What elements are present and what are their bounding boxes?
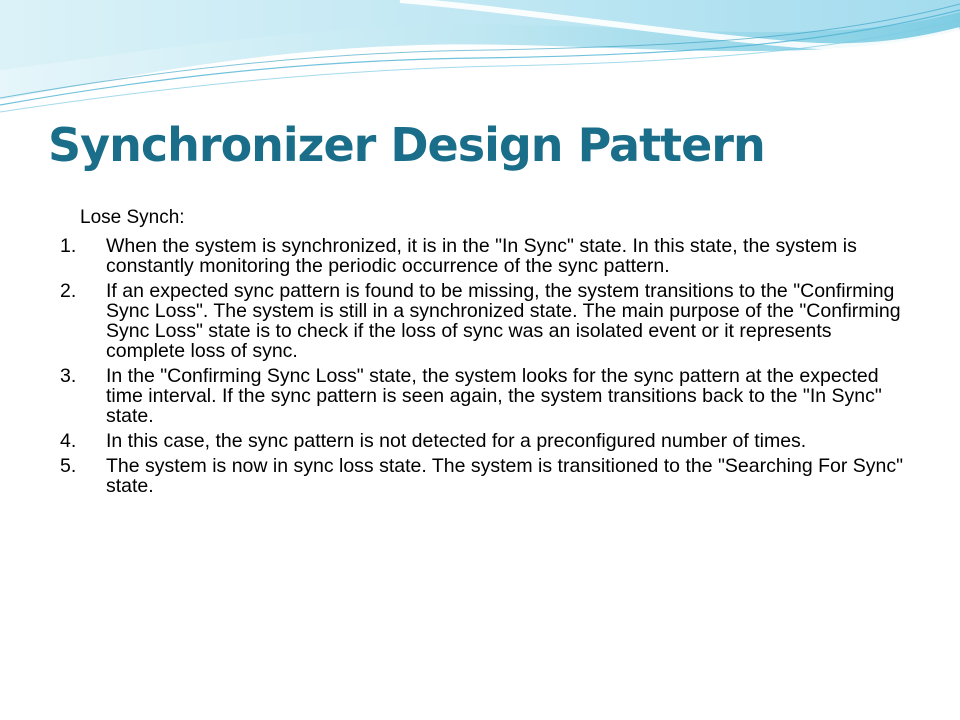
slide-title: Synchronizer Design Pattern [48, 118, 765, 172]
list-item [56, 456, 916, 496]
list-item [56, 281, 916, 361]
list-item [56, 431, 916, 451]
step-number: 5. [60, 455, 77, 477]
step-number: 3. [60, 365, 77, 387]
header-wave-decoration [0, 0, 960, 120]
section-subtitle: Lose Synch: [80, 207, 185, 228]
step-text: In the "Confirming Sync Loss" state, the system looks for the sync pattern at the expected time interval. If the sync pattern is seen again, the system transitions back to the "In Sync" state. [106, 365, 882, 427]
step-text: The system is now in sync loss state. The system is transitioned to the "Searching For Sync" state. [106, 455, 904, 497]
step-text: In this case, the sync pattern is not detected for a preconfigured number of times. [106, 430, 807, 452]
step-number: 2. [60, 280, 77, 302]
list-item [56, 366, 916, 426]
step-number: 1. [60, 235, 77, 257]
step-number: 4. [60, 430, 77, 452]
step-text: If an expected sync pattern is found to be missing, the system transitions to the "Confirming Sync Loss". The system is still in a synchronized state. The main purpose of the "Confirming Sync Loss" state is to check if the loss of sync was an isolated event or it represents complete loss of sync. [106, 280, 901, 362]
list-item [56, 236, 916, 276]
steps-list [56, 236, 916, 501]
step-text: When the system is synchronized, it is in the "In Sync" state. In this state, the system is constantly monitoring the periodic occurrence of the sync pattern. [106, 235, 857, 277]
